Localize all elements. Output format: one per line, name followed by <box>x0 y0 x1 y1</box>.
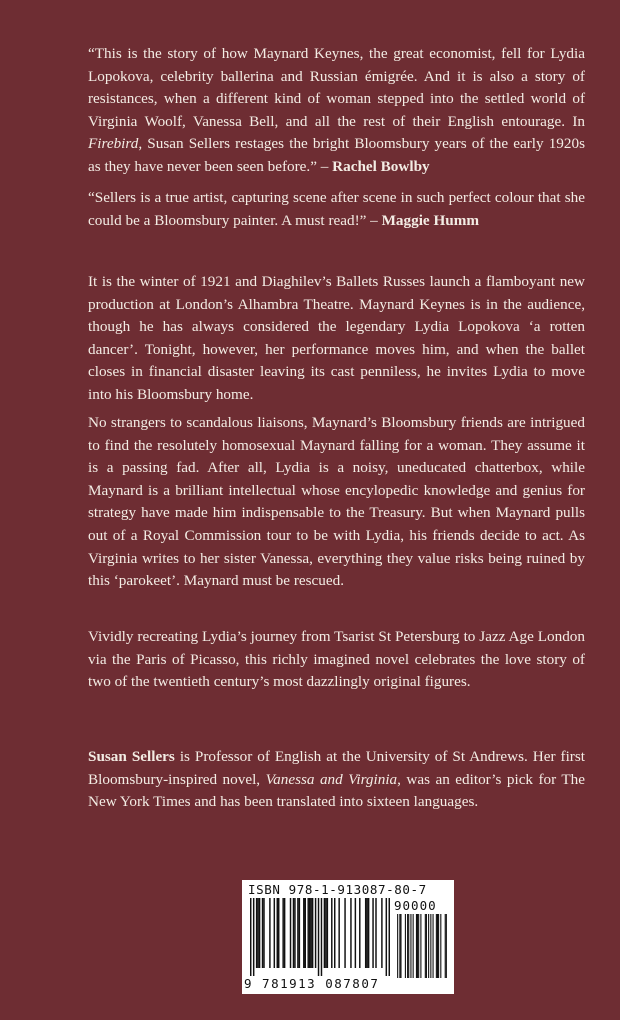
review-quote-humm <box>88 187 585 232</box>
barcode-bar <box>381 898 382 968</box>
barcode-bar <box>436 914 437 978</box>
barcode-bar <box>389 898 390 978</box>
barcode-bar <box>405 914 406 978</box>
barcode-bar <box>309 898 310 968</box>
barcode-bar <box>262 898 263 968</box>
barcode-bar <box>257 898 258 968</box>
bio-text: is Professor of English at the University of St Andrews. Her first Bloomsbury-inspired novel, <box>88 748 585 788</box>
quote-author: Maggie Humm <box>381 211 480 229</box>
barcode-bar <box>312 898 313 968</box>
isbn-label: ISBN 978-1-913087-80-7 <box>248 882 427 897</box>
barcode-bar <box>310 898 311 968</box>
price-code: 90000 <box>394 898 437 913</box>
barcode-bar <box>416 914 417 978</box>
ean-digits: 9 781913 087807 <box>244 976 392 991</box>
bio-text-end: , was an editor’s pick for The New York Times and has been translated into sixteen languages. <box>88 770 586 811</box>
addon-barcode-bars <box>396 914 448 978</box>
barcode-bar <box>250 898 251 978</box>
barcode-bar <box>410 914 411 978</box>
barcode-bar <box>253 898 254 978</box>
barcode-bar <box>426 914 427 978</box>
barcode-bar <box>372 898 373 968</box>
barcode-bar <box>368 898 369 968</box>
barcode-bar <box>259 898 260 968</box>
barcode-bar <box>324 898 325 968</box>
barcode-bar <box>400 914 401 978</box>
barcode-bar <box>284 898 285 968</box>
barcode-bar <box>269 898 270 968</box>
barcode-bar <box>327 898 328 968</box>
barcode-bar <box>338 898 339 968</box>
barcode-bar <box>350 898 351 968</box>
barcode-bar <box>408 914 409 978</box>
barcode-bar <box>297 898 298 968</box>
barcode-bar <box>282 898 283 968</box>
barcode-bar <box>417 914 418 978</box>
barcode-bar <box>278 898 279 968</box>
quote-author: Rachel Bowlby <box>332 157 430 175</box>
barcode-bar <box>277 898 278 968</box>
barcode-bar <box>305 898 306 968</box>
author-name: Susan Sellers <box>88 748 175 765</box>
isbn-barcode <box>242 880 454 994</box>
barcode-bar <box>365 898 366 968</box>
previous-book-title: Vanessa and Virginia <box>265 770 398 788</box>
barcode-bar <box>420 914 421 978</box>
barcode-bar <box>263 898 264 968</box>
barcode-bar <box>355 898 356 968</box>
quote-text: “Sellers is a true artist, capturing scene after scene in such perfect colour that she could be a Bloomsbury painter. A must read!” – <box>88 189 585 229</box>
barcode-bar <box>407 914 408 978</box>
book-title: Firebird <box>88 135 139 153</box>
barcode-bar <box>303 898 304 968</box>
barcode-bar <box>386 898 387 978</box>
barcode-bar <box>375 898 376 968</box>
barcode-bar <box>438 914 439 978</box>
barcode-bar <box>307 898 308 968</box>
barcode-bar <box>318 898 319 978</box>
barcode-bar <box>294 898 295 968</box>
barcode-bar <box>399 914 400 978</box>
barcode-bar <box>256 898 257 968</box>
barcode-bar <box>274 898 275 968</box>
barcode-bar <box>331 898 332 968</box>
synopsis-paragraph-1: It is the winter of 1921 and Diaghilev’s Ballets Russes launch a flamboyant new production at London’s Alhambra Theatre. Maynard Keynes is in the audience, though he has always considered the legendary Lydia Lopokova ‘a rotten dancer’. Tonight, however, her performance moves him, and when the ballet closes in financial disaster leaving its cast penniless, he invites Lydia to move into his Bloomsbury home. <box>88 273 585 403</box>
barcode-bar <box>425 914 426 978</box>
barcode-bar <box>315 898 316 968</box>
quote-text: “This is the story of how Maynard Keynes, the great economist, fell for Lydia Lopokova, celebrity ballerina and Russian émigrée. And it is also a story of resistances, when a different kind of woman stepped into the settled world of Virginia Woolf, Vanessa Bell, and all the rest of their English entourage. In <box>88 45 585 130</box>
barcode-bar <box>397 914 398 978</box>
barcode-bar <box>418 914 419 978</box>
author-bio <box>88 746 585 814</box>
barcode-bar <box>344 898 345 968</box>
barcode-bar <box>321 898 322 978</box>
barcode-bar <box>325 898 326 968</box>
barcode-bar <box>359 898 360 968</box>
barcode-bar <box>413 914 414 978</box>
barcode-bar <box>440 914 441 978</box>
barcode-bar <box>293 898 294 968</box>
barcode-bar <box>437 914 438 978</box>
barcode-bar <box>299 898 300 968</box>
quote-text-end: , Susan Sellers restages the bright Bloomsbury years of the early 1920s as they have never been seen before.” – <box>88 135 585 175</box>
review-quote-bowlby <box>88 43 585 179</box>
barcode-bar <box>366 898 367 968</box>
synopsis-paragraph-2: No strangers to scandalous liaisons, Maynard’s Bloomsbury friends are intrigued to find the resolutely homosexual Maynard falling for a woman. They assume it is a passing fad. After all, Lydia is a noisy, uneducated chatterbox, while Maynard is a brilliant intellectual whose encylopedic knowledge and genius for strategy have made him indispensable to the Treasury. But when Maynard pulls out of a Royal Commission tour to be with Lydia, his friends decide to act. As Virginia writes to her sister Vanessa, everything they value risks being ruined by this ‘parokeet’. Maynard must be rescued. <box>88 414 585 590</box>
synopsis-paragraph-3: Vividly recreating Lydia’s journey from Tsarist St Petersburg to Jazz Age London via the Paris of Picasso, this richly imagined novel celebrates the love story of two of the twentieth century’s most dazzlingly original figures. <box>88 628 585 691</box>
barcode-bar <box>445 914 446 978</box>
ean-barcode-bars <box>250 898 390 978</box>
barcode-bar <box>433 914 434 978</box>
barcode-bar <box>290 898 291 968</box>
barcode-bar <box>446 914 447 978</box>
barcode-bar <box>430 914 431 978</box>
barcode-bar <box>428 914 429 978</box>
barcode-bar <box>334 898 335 968</box>
